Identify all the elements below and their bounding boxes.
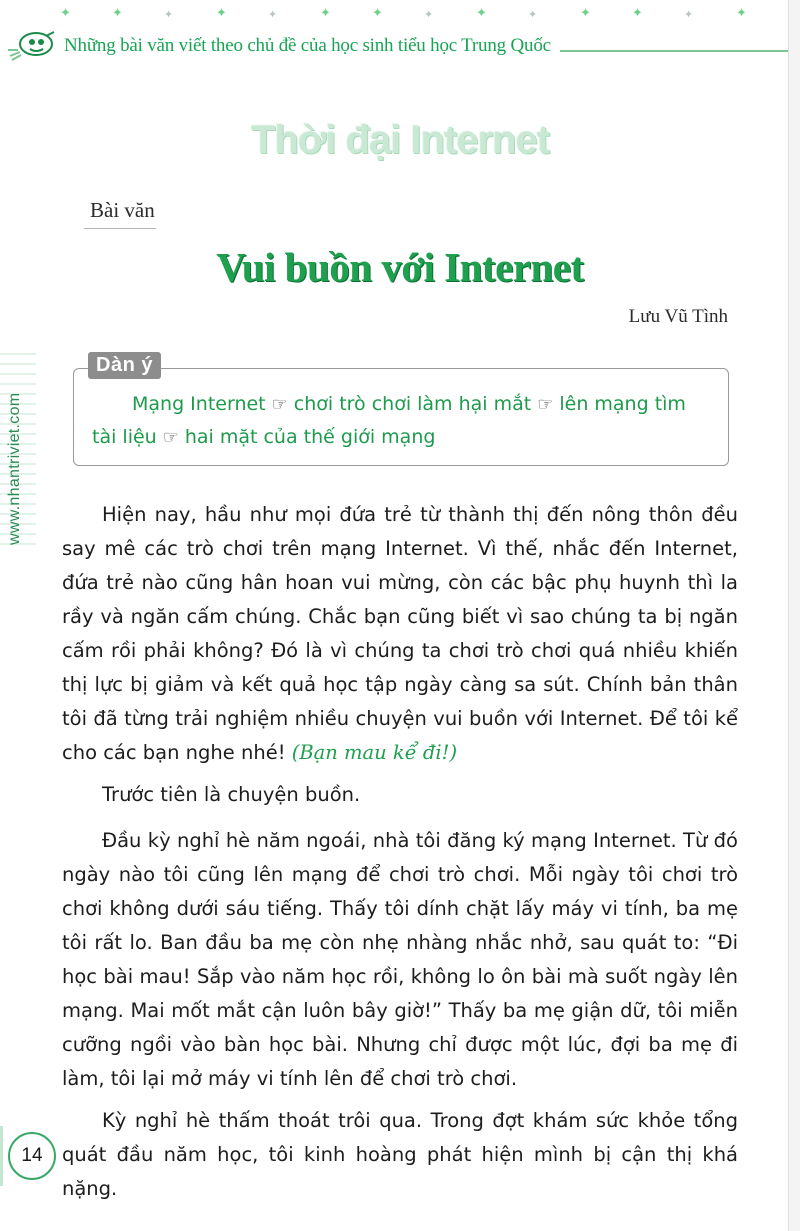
pointing-hand-icon: ☞ [537, 394, 554, 415]
outline-item: chơi trò chơi làm hại mắt [293, 393, 532, 415]
essay-type-underline [84, 228, 156, 229]
outline-content [92, 388, 708, 454]
header-divider [560, 50, 800, 52]
section-title: Thời đại Internet [250, 118, 550, 162]
star-icon: ✦ [164, 8, 174, 21]
star-icon: ✦ [320, 6, 331, 21]
star-icon: ✦ [476, 6, 487, 21]
star-icon: ✦ [60, 6, 71, 21]
cartoon-logo-icon [6, 30, 58, 62]
star-icon: ✦ [372, 6, 383, 21]
outline-label: Dàn ý [88, 352, 161, 379]
essay-type-label: Bài văn [90, 198, 155, 222]
pointing-hand-icon: ☞ [162, 427, 179, 448]
star-icon: ✦ [632, 6, 643, 21]
star-icon: ✦ [528, 8, 538, 21]
outline-item: hai mặt của thế giới mạng [184, 426, 436, 448]
author-name: Lưu Vũ Tình [628, 306, 728, 327]
editor-comment: (Bạn mau kể đi!) [291, 741, 458, 764]
side-website-text: www.nhantriviet.com [6, 392, 23, 545]
paragraph: Đầu kỳ nghỉ hè năm ngoái, nhà tôi đăng ký mạng Internet. Từ đó ngày nào tôi cũng lên mạng để chơi trò chơi. Mỗi ngày tôi chơi trò chơi không dưới sáu tiếng. Thấy tôi dính chặt lấy máy vi tính, ba mẹ tôi rất lo. Ban đầu ba mẹ còn nhẹ nhàng nhắc nhở, sau quát to: “Đi học bài mau! Sắp vào năm học rồi, không lo ôn bài mà suốt ngày lên mạng. Mai mốt mắt cận luôn bây giờ!” Thấy ba mẹ giận dữ, tôi miễn cưỡng ngồi vào bàn học bài. Nhưng chỉ được một lúc, đợi ba mẹ đi làm, tôi lại mở máy vi tính lên để chơi trò chơi. [62, 829, 738, 1090]
page-edge [788, 0, 800, 1231]
star-icon: ✦ [684, 8, 694, 21]
paragraph-text: Hiện nay, hầu như mọi đứa trẻ từ thành thị đến nông thôn đều say mê các trò chơi trên mạng Internet. Vì thế, nhắc đến Internet, đứa trẻ nào cũng hân hoan vui mừng, còn các bậc phụ huynh thì la rầy và ngăn cấm chúng. Chắc bạn cũng biết vì sao chúng ta bị ngăn cấm rồi phải không? Đó là vì chúng ta chơi trò chơi quá nhiều khiến thị lực bị giảm và kết quả học tập ngày càng sa sút. Chính bản thân tôi đã từng trải nghiệm nhiều chuyện vui buồn với Internet. Để tôi kể cho các bạn nghe nhé! [62, 503, 738, 764]
paragraph [62, 498, 738, 770]
outline-item: lên mạng tìm tài liệu [92, 393, 686, 448]
page-number: 14 [8, 1132, 56, 1180]
star-icon: ✦ [112, 6, 123, 21]
star-icon: ✦ [580, 6, 591, 21]
star-icon: ✦ [268, 8, 278, 21]
star-border [40, 6, 760, 26]
paragraph: Trước tiên là chuyện buồn. [102, 783, 361, 806]
pointing-hand-icon: ☞ [271, 394, 288, 415]
star-icon: ✦ [216, 6, 227, 21]
paragraph: Kỳ nghỉ hè thấm thoát trôi qua. Trong đợt khám sức khỏe tổng quát đầu năm học, tôi kinh hoàng phát hiện mình bị cận thị khá nặng. [62, 1109, 738, 1200]
outline-item: Mạng Internet [132, 393, 266, 415]
essay-title: Vui buồn với Internet [216, 244, 584, 290]
header-title: Những bài văn viết theo chủ đề của học sinh tiểu học Trung Quốc [64, 35, 551, 56]
star-icon: ✦ [736, 6, 747, 21]
running-header [0, 30, 800, 64]
star-icon: ✦ [424, 8, 434, 21]
